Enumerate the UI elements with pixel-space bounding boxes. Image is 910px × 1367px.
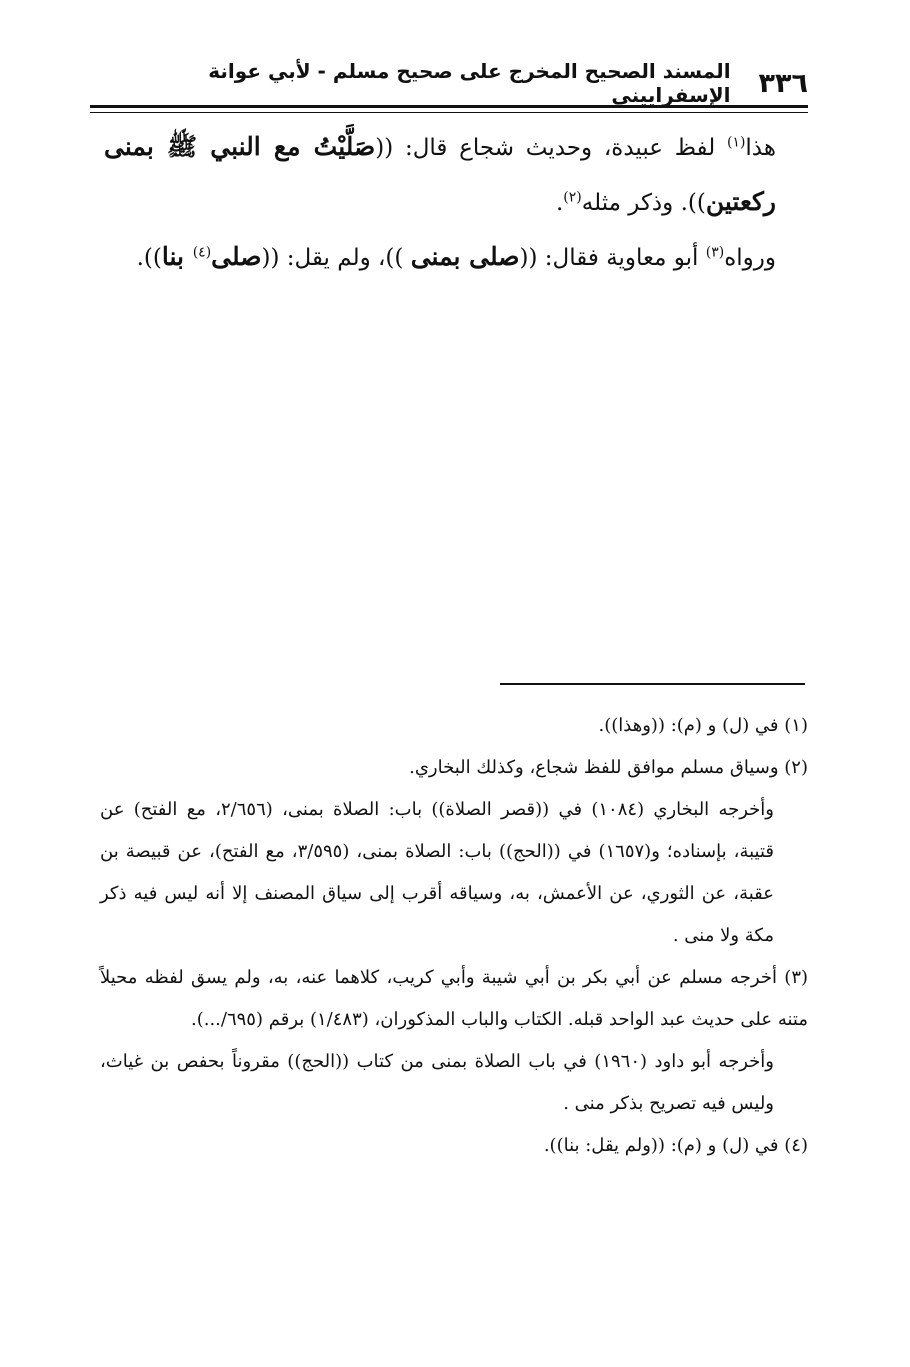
text: هذا [745, 135, 776, 161]
footnote-ref-1: (١) [726, 134, 746, 151]
footnote-2: (٢) وسياق مسلم موافق للفظ شجاع، وكذلك البخاري. [409, 757, 808, 778]
page-header [90, 59, 808, 107]
paragraph-1 [104, 120, 808, 230]
footnote-4: (٤) في (ل) و (م): ((ولم يقل: بنا)). [543, 1135, 808, 1156]
header-rule-thin [90, 112, 808, 113]
footnote-3: (٣) أخرجه مسلم عن أبي بكر بن أبي شيبة وأبي كريب، كلاهما عنه، به، ولم يسق لفظه محيلاً متنه على حديث عبد الواحد قبله. الكتاب والباب المذكوران، (١/٤٨٣) برقم (٦٩٥/...). [100, 967, 809, 1030]
running-title: المسند الصحيح المخرج على صحيح مسلم - لأبي عوانة الإسفراييني [208, 59, 731, 107]
footnotes [100, 705, 808, 1167]
text: )). وذكر مثله [581, 190, 706, 216]
footnote-ref-2: (٢) [563, 189, 582, 206]
footnote-ref-3: (٣) [705, 244, 725, 261]
footnote-1: (١) في (ل) و (م): ((وهذا)). [598, 715, 808, 736]
page-number: ٣٣٦ [758, 67, 808, 99]
text: )). [136, 245, 162, 271]
paragraph-2 [104, 230, 808, 285]
hadith-quote: صلى [211, 242, 262, 271]
footnote-3-continuation: وأخرجه أبو داود (١٩٦٠) في باب الصلاة بمنى من كتاب ((الحج)) مقروناً بحفص بن غياث، وليس فيه تصريح بذكر منى . [100, 1051, 774, 1114]
header-rule [90, 105, 808, 108]
main-text [104, 120, 808, 285]
footnote-2-continuation: وأخرجه البخاري (١٠٨٤) في ((قصر الصلاة)) باب: الصلاة بمنى، (٢/٦٥٦، مع الفتح) عن قتيبة، بإسناده؛ و(١٦٥٧) في ((الحج)) باب: الصلاة بمنى، (٣/٥٩٥، مع الفتح)، عن قبيصة بن عقبة، عن الثوري، عن الأعمش، به، وسياقه أقرب إلى سياق المصنف إلا أنه ليس فيه ذكر مكة ولا منى . [100, 799, 774, 946]
hadith-quote: صلى بمنى [410, 242, 520, 271]
text: . [555, 190, 564, 216]
footnote-ref-4: (٤) [192, 244, 212, 261]
text: لفظ عبيدة، وحديث شجاع قال: (( [375, 135, 727, 161]
footnote-separator [500, 683, 805, 685]
text: أبو معاوية فقال: (( [519, 245, 706, 271]
hadith-quote: صَلَّيْتُ مع النبي ﷺ بمنى ركعتين [104, 132, 776, 216]
text: ورواه [724, 245, 776, 271]
hadith-quote: بنا [161, 242, 193, 271]
text: ))، ولم يقل: (( [261, 245, 411, 271]
